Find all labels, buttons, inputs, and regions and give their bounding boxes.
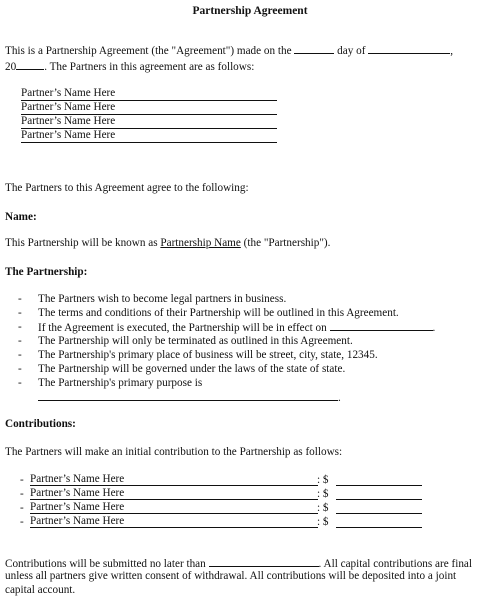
contribution-partner-name[interactable]: Partner’s Name Here — [30, 515, 242, 528]
partner-name-line[interactable] — [21, 87, 277, 101]
agree-text: The Partners to this Agreement agree to the following: — [5, 182, 249, 194]
contribution-blank[interactable] — [242, 501, 318, 514]
bullet-marker: - — [18, 349, 22, 361]
partner-name-line[interactable] — [21, 101, 277, 115]
list-item — [18, 348, 488, 362]
partner-name: Partner’s Name Here — [21, 129, 116, 141]
contribution-partner-name[interactable]: Partner’s Name Here — [30, 487, 242, 500]
contribution-amount-field[interactable] — [336, 515, 422, 528]
bullet-marker: - — [18, 363, 22, 375]
partner-name: Partner’s Name Here — [21, 115, 116, 127]
name-paragraph — [5, 237, 496, 250]
bullet-text: The Partnership's primary place of business will be street, city, state, 12345. — [38, 349, 378, 361]
bullet-marker: - — [18, 377, 22, 389]
closing-line-1-rest: . All capital contributions are final — [318, 558, 473, 570]
contribution-amount-field[interactable] — [336, 487, 422, 500]
bullet-marker: - — [18, 307, 22, 319]
day-blank[interactable] — [294, 43, 334, 54]
bullet-text: The terms and conditions of their Partnership will be outlined in this Agreement. — [38, 307, 399, 319]
contribution-blank[interactable] — [242, 515, 318, 528]
partner-name: Partner’s Name Here — [21, 101, 116, 113]
period: . — [338, 392, 341, 404]
partnership-name-field[interactable]: Partnership Name — [160, 237, 241, 249]
list-item — [18, 306, 488, 320]
list-item — [18, 292, 488, 306]
name-suffix: (the "Partnership"). — [243, 237, 331, 249]
period: . — [432, 322, 436, 334]
bullet-text — [38, 320, 435, 335]
contribution-amount-field[interactable] — [336, 501, 422, 514]
month-blank[interactable] — [368, 43, 450, 54]
closing-prefix: Contributions will be submitted no later than — [5, 558, 206, 570]
purpose-line — [38, 390, 341, 405]
partner-name-line[interactable] — [21, 129, 277, 143]
closing-line-2: unless all partners give written consent of withdrawal. All contributions will be deposited into a joint — [5, 570, 457, 582]
intro-comma: , — [450, 45, 454, 57]
contribution-row — [20, 473, 480, 487]
intro-line-1 — [5, 43, 496, 58]
contribution-blank[interactable] — [242, 487, 318, 500]
partnership-heading: The Partnership: — [5, 266, 88, 278]
list-item — [18, 376, 488, 390]
partner-name: Partner’s Name Here — [21, 87, 116, 99]
contributions-intro: The Partners will make an initial contribution to the Partnership as follows: — [5, 446, 343, 458]
closing-line-1 — [5, 556, 496, 571]
contribution-blank[interactable] — [242, 473, 318, 486]
name-heading: Name: — [5, 211, 37, 223]
bullet-text: The Partnership will only be terminated as outlined in this Agreement. — [38, 335, 353, 347]
contribution-row — [20, 515, 480, 529]
list-item — [18, 320, 488, 334]
contributions-heading: Contributions: — [5, 418, 76, 430]
dollar-label: : $ — [317, 488, 329, 500]
intro-line-2 — [5, 59, 496, 74]
intro-suffix: . The Partners in this agreement are as follows: — [44, 61, 255, 73]
bullet-marker: - — [18, 321, 22, 333]
document-title: Partnership Agreement — [192, 5, 308, 17]
bullet-marker: - — [20, 474, 24, 486]
purpose-blank-row — [18, 390, 488, 404]
purpose-blank[interactable] — [38, 390, 338, 401]
bullet-marker: - — [20, 502, 24, 514]
contribution-row — [20, 501, 480, 515]
bullet-marker: - — [20, 488, 24, 500]
bullet-marker: - — [20, 516, 24, 528]
dollar-label: : $ — [317, 474, 329, 486]
submission-date-blank[interactable] — [209, 556, 319, 567]
bullet-text: The Partnership's primary purpose is — [38, 377, 203, 389]
closing-line-3: capital account. — [5, 584, 76, 596]
year-prefix: 20 — [5, 61, 17, 73]
day-label: day of — [337, 45, 366, 57]
bullet-marker: - — [18, 335, 22, 347]
name-prefix: This Partnership will be known as — [5, 237, 158, 249]
list-item — [18, 362, 488, 376]
bullet-marker: - — [18, 293, 22, 305]
contribution-amount-field[interactable] — [336, 473, 422, 486]
intro-prefix: This is a Partnership Agreement (the "Agreement") made on the — [5, 45, 292, 57]
year-blank[interactable] — [16, 59, 44, 70]
effective-date-blank[interactable] — [330, 320, 433, 331]
dollar-label: : $ — [317, 516, 329, 528]
contribution-row — [20, 487, 480, 501]
bullet-text: The Partners wish to become legal partners in business. — [38, 293, 287, 305]
contribution-partner-name[interactable]: Partner’s Name Here — [30, 501, 242, 514]
contribution-partner-name[interactable]: Partner’s Name Here — [30, 473, 242, 486]
dollar-label: : $ — [317, 502, 329, 514]
bullet-text: The Partnership will be governed under the laws of the state of state. — [38, 363, 346, 375]
list-item — [18, 334, 488, 348]
partnership-bullet-list — [18, 292, 488, 404]
bullet-text-effective: If the Agreement is executed, the Partnership will be in effect on — [38, 322, 327, 334]
partner-name-line[interactable] — [21, 115, 277, 129]
